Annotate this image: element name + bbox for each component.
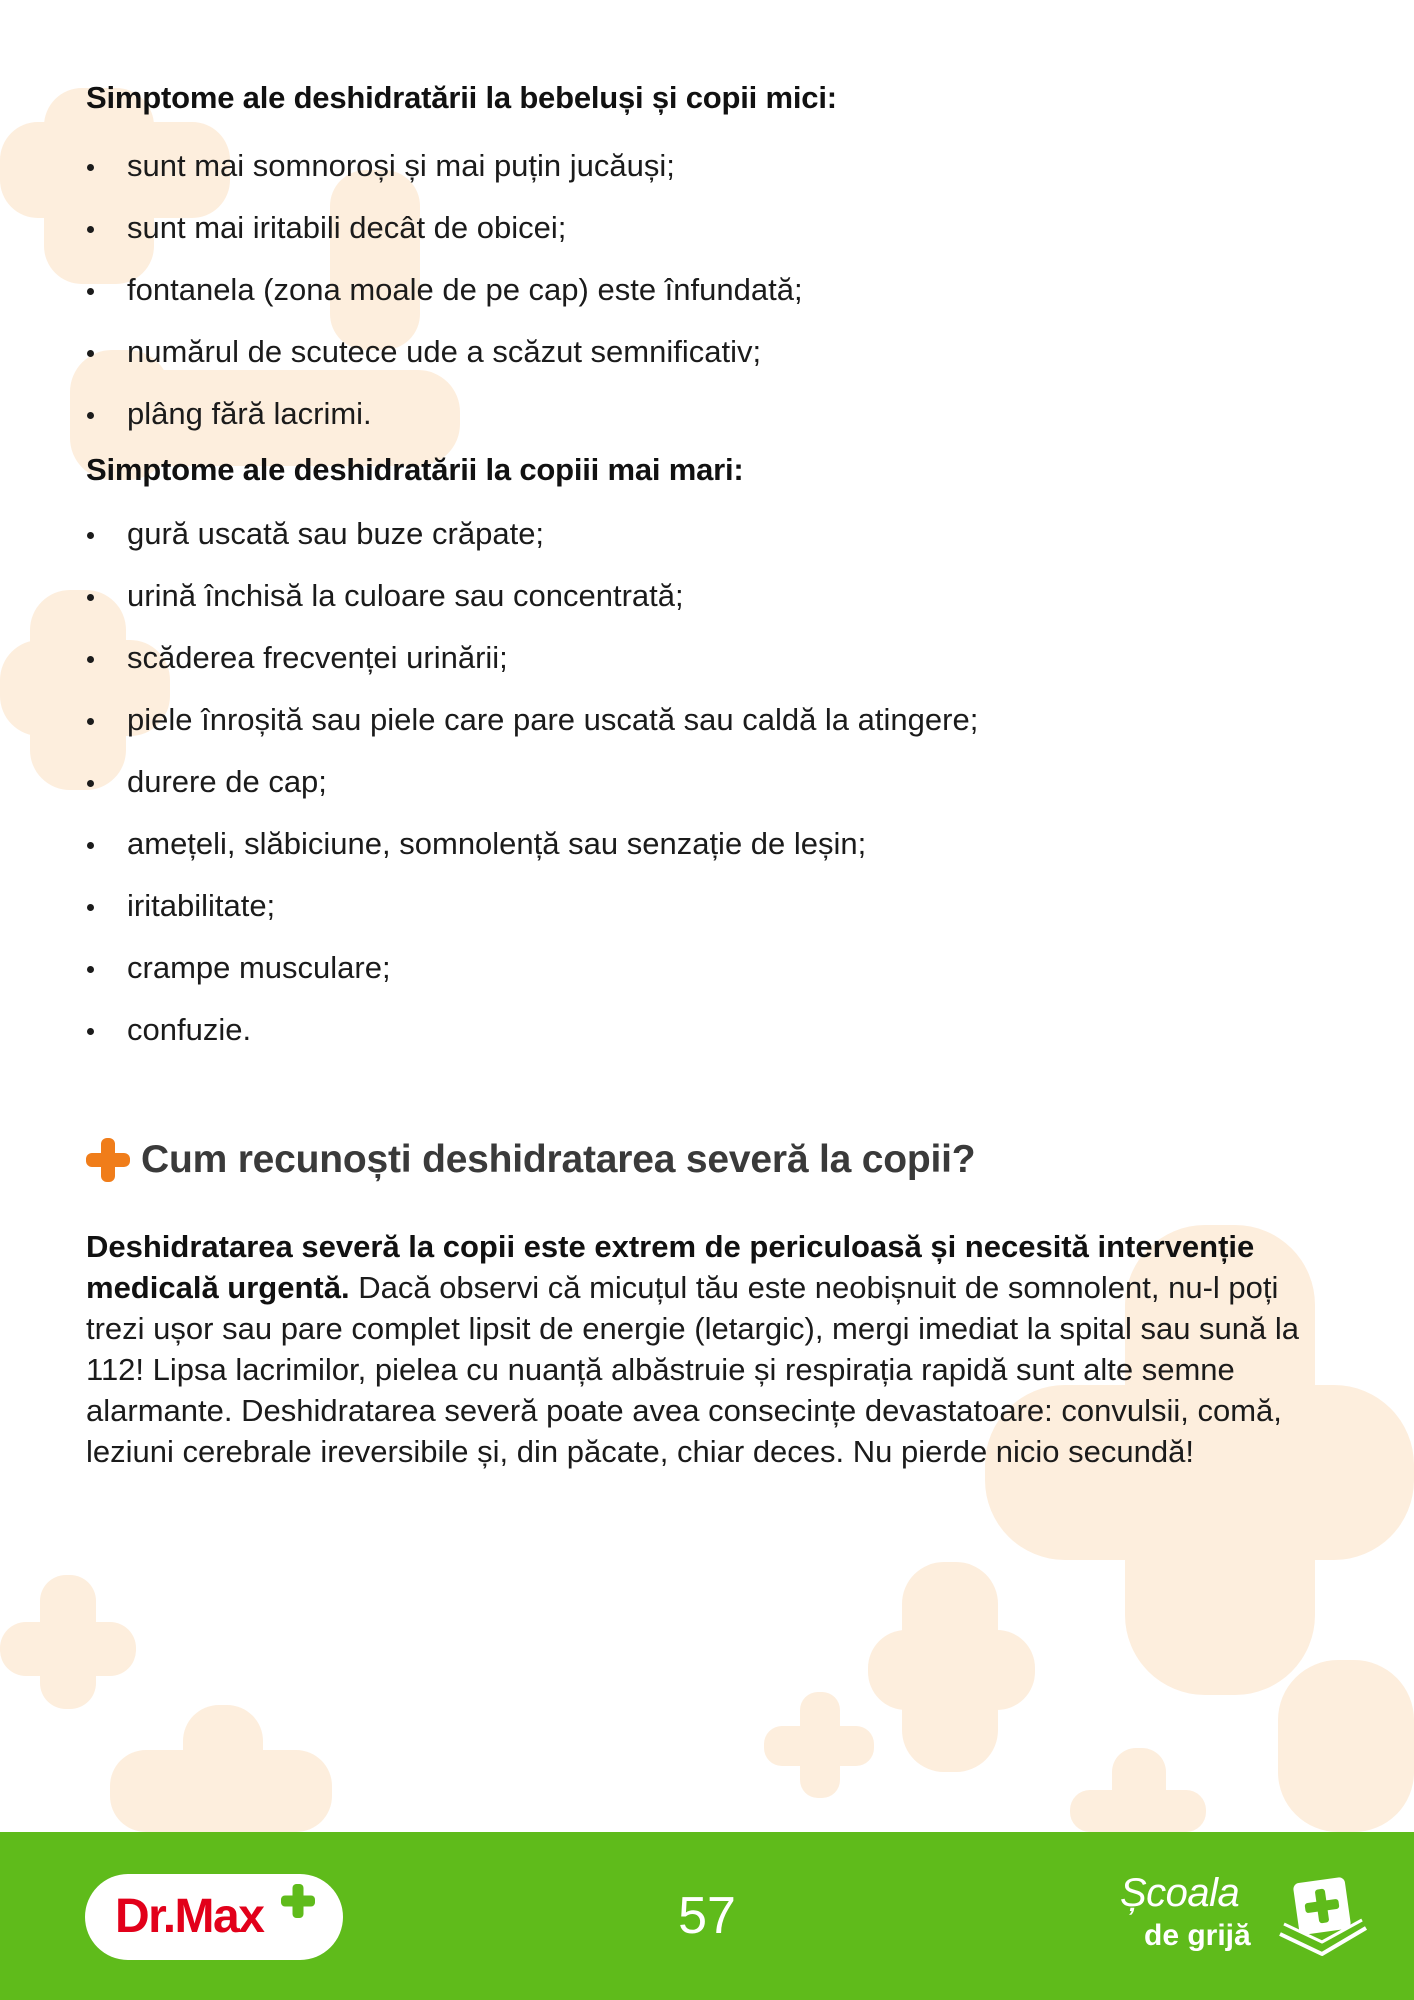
background-cross: [1278, 1660, 1414, 1832]
background-cross: [764, 1692, 874, 1798]
list-item: amețeli, slăbiciune, somnolență sau senzație de leșin;: [86, 822, 978, 884]
list-item: scăderea frecvenței urinării;: [86, 636, 978, 698]
footer-bar: [0, 1832, 1414, 2000]
page-number: 57: [678, 1887, 736, 1945]
list-item: numărul de scutece ude a scăzut semnificativ;: [86, 330, 803, 392]
list-item: durere de cap;: [86, 760, 978, 822]
older-children-symptoms-heading: Simptome ale deshidratării la copiii mai mari:: [86, 452, 744, 487]
plus-icon: [86, 1138, 130, 1182]
older-children-symptoms-list: [86, 512, 978, 1070]
brand-line1: Școala: [1120, 1871, 1240, 1915]
list-item: plâng fără lacrimi.: [86, 392, 803, 454]
list-item: confuzie.: [86, 1008, 978, 1070]
list-item: fontanela (zona moale de pe cap) este înfundată;: [86, 268, 803, 330]
severe-dehydration-paragraph: [86, 1226, 1336, 1472]
list-item: urină închisă la culoare sau concentrată;: [86, 574, 978, 636]
list-item: piele înroșită sau piele care pare uscată sau caldă la atingere;: [86, 698, 978, 760]
background-cross: [868, 1562, 1035, 1772]
brand-line2: de grijă: [1144, 1919, 1251, 1952]
section-title-text: Cum recunoști deshidratarea severă la copii?: [141, 1138, 976, 1181]
infant-symptoms-heading: Simptome ale deshidratării la bebeluși și copii mici:: [86, 80, 837, 115]
scoala-de-grija-logo: [1116, 1870, 1376, 1970]
paragraph-bold-intro: Deshidratarea severă la copii este extrem de periculoasă și necesită intervenție medicală urgentă.: [86, 1229, 1255, 1305]
background-cross: [1070, 1748, 1206, 1832]
infant-symptoms-list: [86, 144, 803, 454]
list-item: gură uscată sau buze crăpate;: [86, 512, 978, 574]
background-cross: [0, 1575, 136, 1709]
plus-icon: [281, 1884, 315, 1918]
book-plus-icon: [1274, 1872, 1372, 1962]
list-item: crampe musculare;: [86, 946, 978, 1008]
logo-text: Dr.Max: [115, 1890, 264, 1943]
list-item: iritabilitate;: [86, 884, 978, 946]
background-cross: [110, 1705, 332, 1835]
paragraph-body: Dacă observi că micuțul tău este neobișnuit de somnolent, nu-l poți trezi ușor sau pare complet lipsit de energie (letargic), mergi imediat la spital sau sună la 112! Lipsa lacrimilor, pielea cu nuanță albăstruie și respirația rapidă sunt alte semne alarmante. Deshidratarea severă poate avea consecințe devastatoare: convulsii, comă, leziuni cerebrale ireversibile și, din păcate, chiar deces. Nu pierde nicio secundă!: [86, 1270, 1300, 1469]
list-item: sunt mai somnoroși și mai puțin jucăuși;: [86, 144, 803, 206]
drmax-logo: [85, 1874, 343, 1960]
list-item: sunt mai iritabili decât de obicei;: [86, 206, 803, 268]
